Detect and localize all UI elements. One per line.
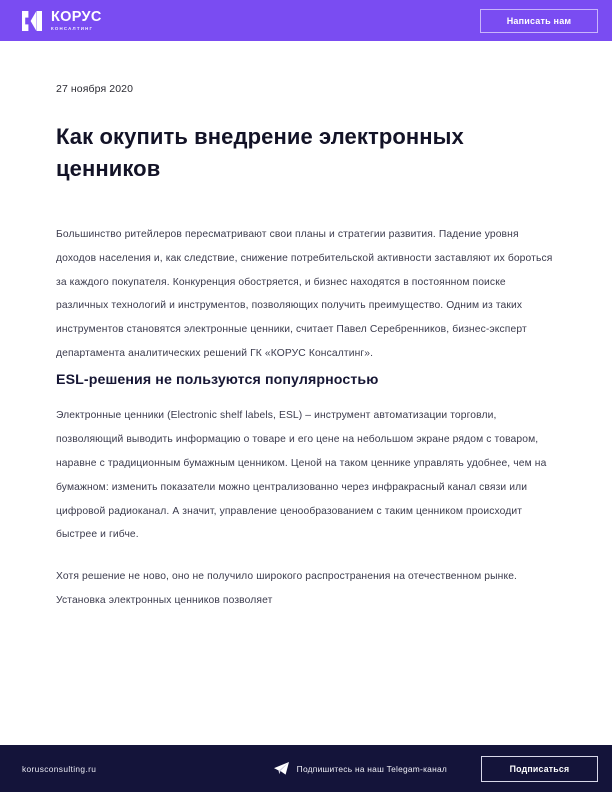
telegram-subscribe-group — [274, 762, 447, 775]
brand-subtitle: КОНСАЛТИНГ — [51, 25, 94, 31]
brand-name: КОРУС — [51, 9, 102, 26]
article-paragraph: Большинство ритейлеров пересматривают свои планы и стратегии развития. Падение уровня доходов населения и, как следствие, снижение потребительской активности заставляют их бороться за каждого покупателя. Конкуренция обостряется, и бизнес находятся в постоянном поиске различных технологий и инструментов, позволяющих получить преимущество. Одним из таких инструментов становятся электронные ценники, считает Павел Серебренников, бизнес-эксперт департамента аналитических решений ГК «КОРУС Консалтинг». — [56, 228, 553, 360]
telegram-subscribe-text: Подпишитесь на наш Telegam-канал — [296, 763, 447, 774]
brand-logo[interactable] — [22, 10, 102, 32]
article-paragraph: Хотя решение не ново, оно не получило широкого распространения на отечественном рынке. Установка электронных ценников позволяет — [56, 571, 518, 607]
article-page — [0, 41, 612, 745]
section-heading: ESL-решения не пользуются популярностью — [56, 372, 379, 389]
footer-site-url[interactable]: korusconsulting.ru — [22, 763, 97, 774]
page-title: Как окупить внедрение электронных ценников — [56, 124, 464, 181]
subscribe-button[interactable]: Подписаться — [481, 756, 598, 782]
article-date: 27 ноября 2020 — [56, 83, 134, 95]
article-body — [56, 223, 556, 613]
brand-text — [51, 10, 102, 31]
telegram-paper-plane-icon — [274, 762, 289, 775]
korus-bracket-mark-icon — [22, 10, 44, 32]
contact-us-button[interactable]: Написать нам — [480, 9, 598, 33]
article-paragraph: Электронные ценники (Electronic shelf labels, ESL) – инструмент автоматизации торговли, позволяющий выводить информацию о товаре и его цене на небольшом экране рядом с товаром, наравне с традиционным бумажным ценником. Ценой на таком ценнике управлять удобнее, чем на бумажном: изменить показатели можно централизованно через инфракрасный канал связи или цифровой радиоканал. А значит, управление ценообразованием с таким ценником происходит быстрее и гибче. — [56, 410, 547, 541]
site-footer — [0, 745, 612, 792]
site-header — [0, 0, 612, 41]
